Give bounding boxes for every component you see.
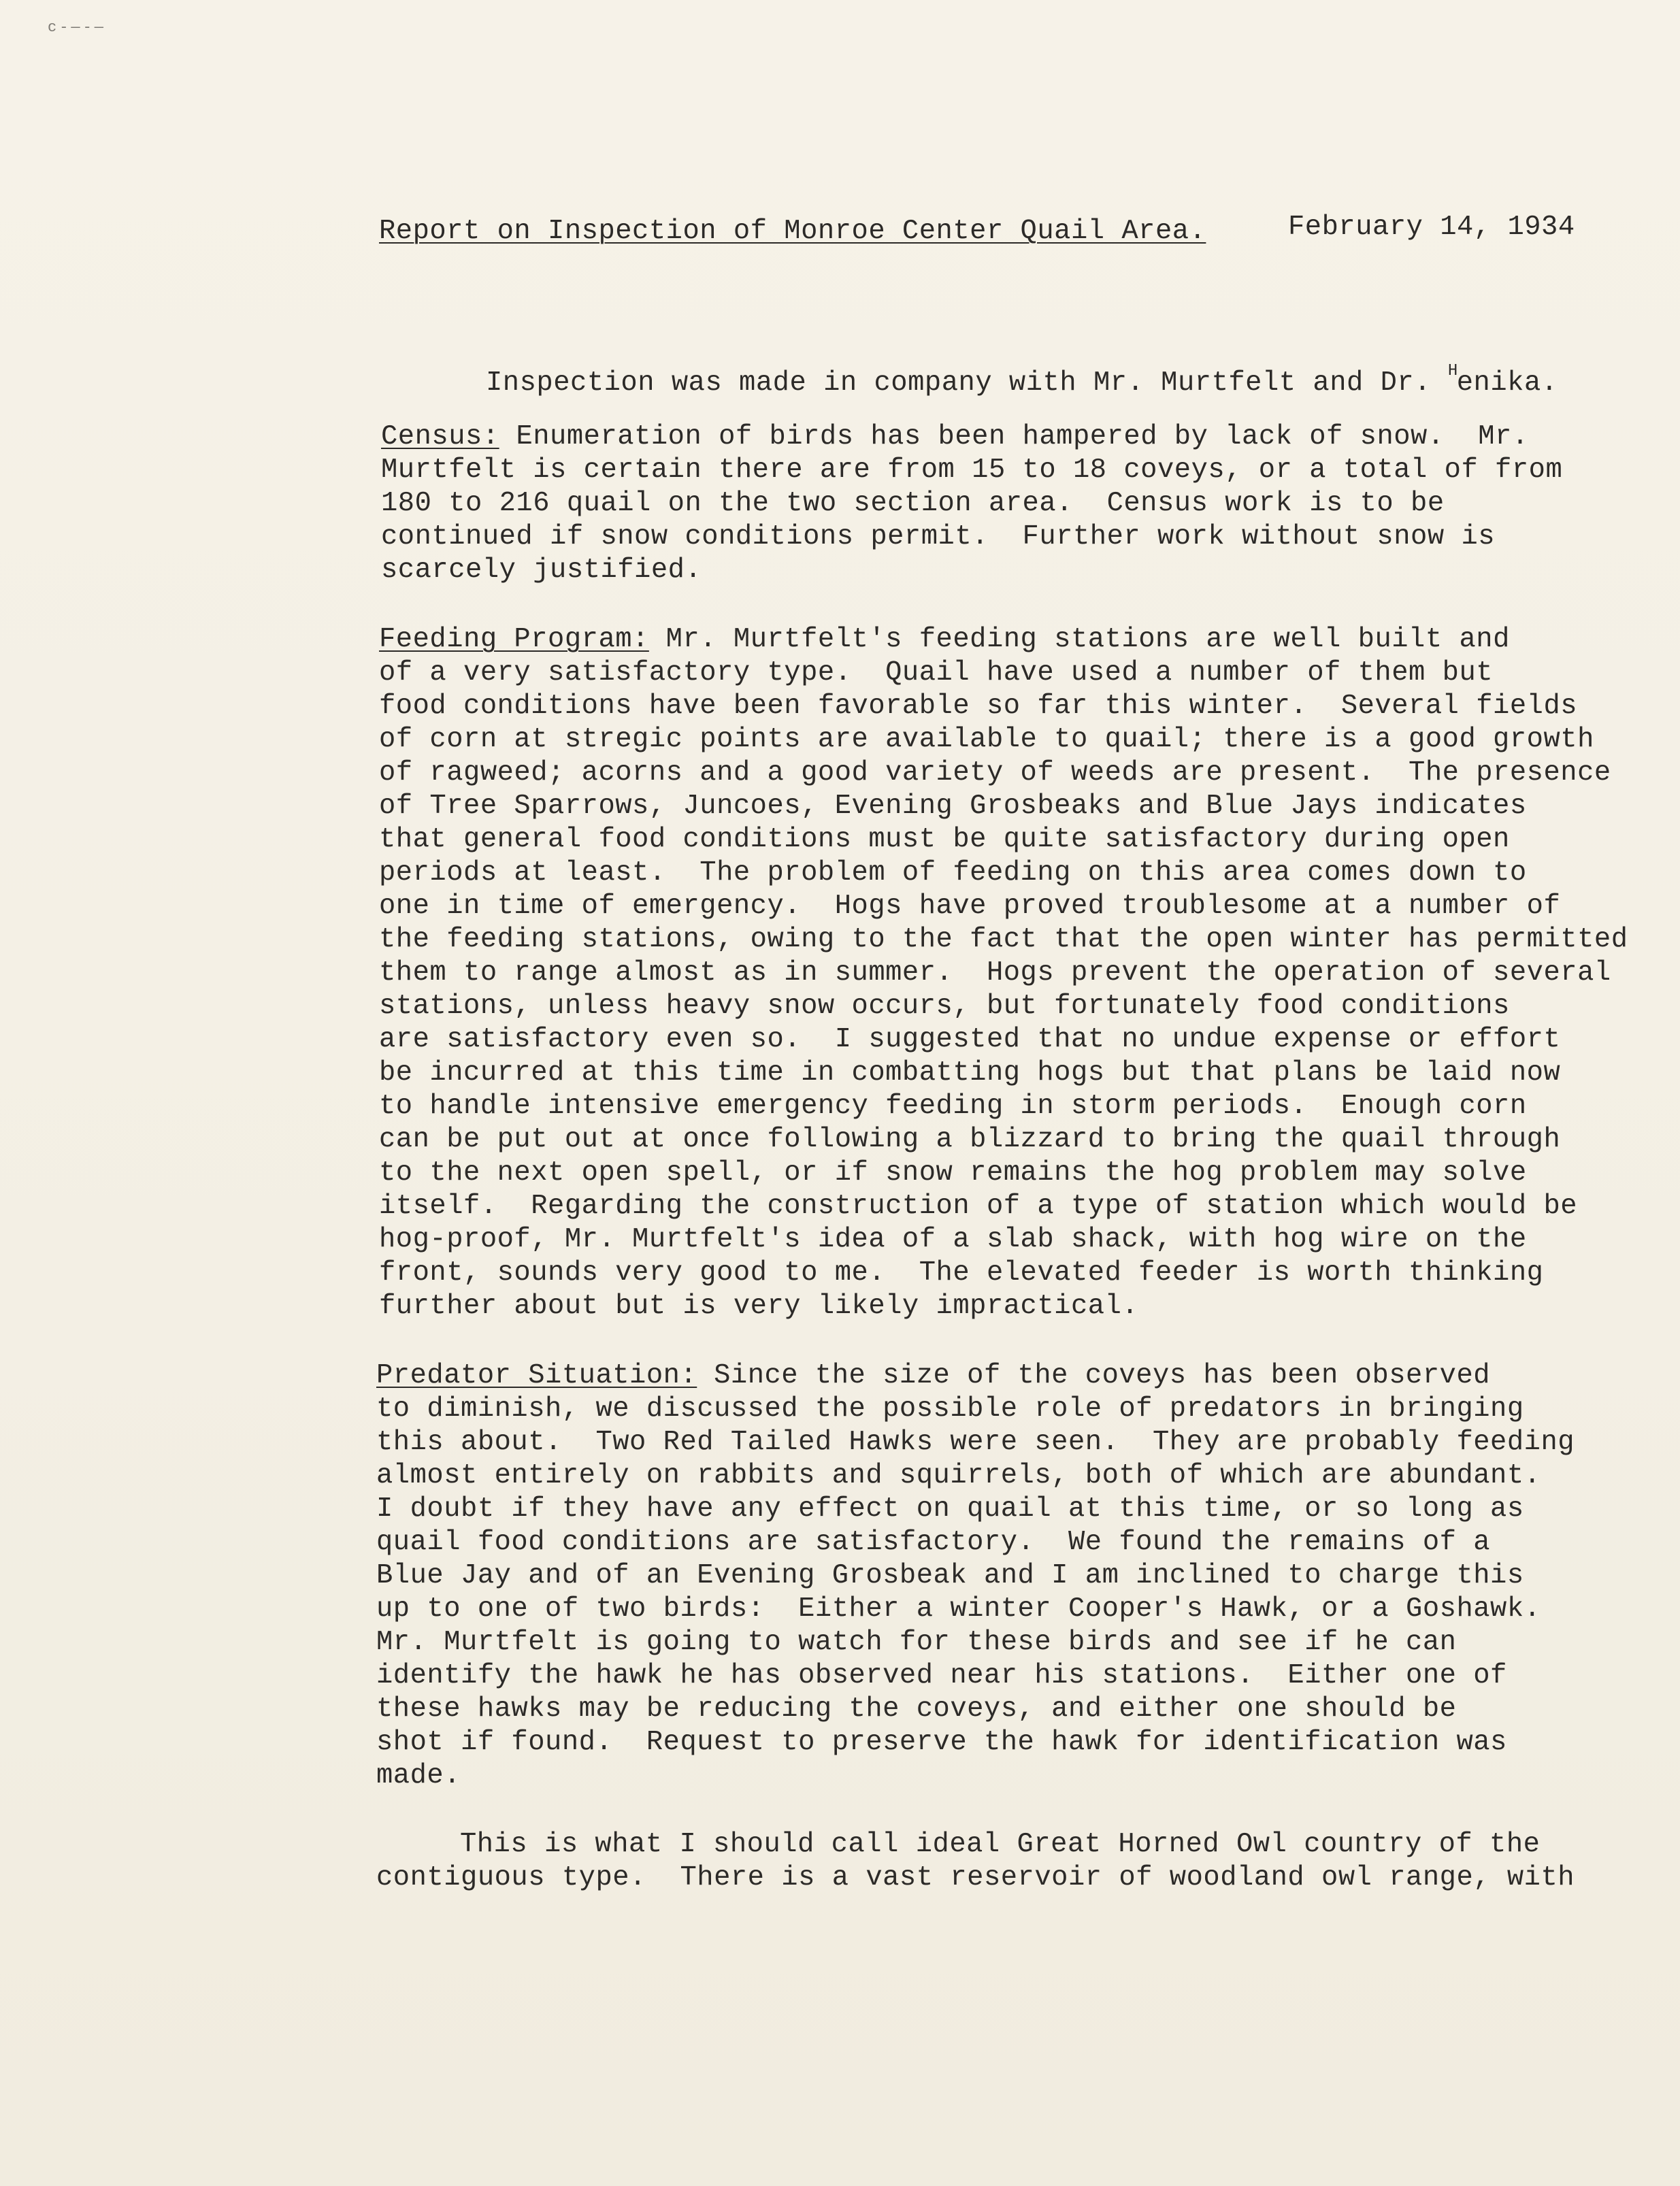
report-title: Report on Inspection of Monroe Center Quail Area. <box>379 216 1206 247</box>
census-line-1 <box>381 420 1529 453</box>
feeding-line: food conditions have been favorable so far this winter. Several fields <box>379 691 1578 722</box>
predator-line: this about. Two Red Tailed Hawks were seen. They are probably feeding <box>376 1427 1575 1458</box>
predator-line: Mr. Murtfelt is going to watch for these birds and see if he can <box>376 1627 1457 1658</box>
feeding-line: hog-proof, Mr. Murtfelt's idea of a slab shack, with hog wire on the <box>379 1224 1527 1255</box>
feeding-line: of corn at stregic points are available to quail; there is a good growth <box>379 724 1594 755</box>
feeding-line: to the next open spell, or if snow remains the hog problem may solve <box>379 1157 1527 1189</box>
census-line: continued if snow conditions permit. Further work without snow is <box>381 521 1496 552</box>
feeding-line: to handle intensive emergency feeding in storm periods. Enough corn <box>379 1091 1527 1122</box>
intro-text-post: enika. <box>1456 367 1558 399</box>
feeding-heading: Feeding Program: <box>379 624 649 655</box>
census-line: scarcely justified. <box>381 554 702 586</box>
feeding-line: be incurred at this time in combatting hogs but that plans be laid now <box>379 1057 1561 1089</box>
intro-superscript: H <box>1447 362 1458 380</box>
predator-line: shot if found. Request to preserve the hawk for identification was <box>376 1727 1507 1758</box>
feeding-line: stations, unless heavy snow occurs, but fortunately food conditions <box>379 991 1510 1022</box>
intro-paragraph <box>486 355 1558 399</box>
feeding-line: one in time of emergency. Hogs have proved troublesome at a number of <box>379 891 1561 922</box>
intro-text-pre: Inspection was made in company with Mr. Murtfelt and Dr. <box>486 367 1448 399</box>
feeding-line: further about but is very likely impractical. <box>379 1291 1139 1322</box>
predator-line: up to one of two birds: Either a winter Cooper's Hawk, or a Goshawk. <box>376 1593 1541 1625</box>
census-text: Enumeration of birds has been hampered by lack of snow. Mr. <box>499 421 1529 452</box>
report-date: February 14, 1934 <box>1288 212 1575 243</box>
feeding-line: of Tree Sparrows, Juncoes, Evening Grosbeaks and Blue Jays indicates <box>379 791 1527 822</box>
census-line: Murtfelt is certain there are from 15 to 18 coveys, or a total of from <box>381 454 1563 486</box>
feeding-line: of ragweed; acorns and a good variety of weeds are present. The presence <box>379 757 1611 789</box>
feeding-line: front, sounds very good to me. The elevated feeder is worth thinking <box>379 1257 1544 1289</box>
feeding-line: that general food conditions must be quite satisfactory during open <box>379 824 1510 855</box>
census-heading: Census: <box>381 421 499 452</box>
feeding-line: can be put out at once following a blizzard to bring the quail through <box>379 1124 1561 1155</box>
predator-line-1 <box>376 1359 1490 1392</box>
predator-text: Since the size of the coveys has been observed <box>697 1360 1491 1391</box>
feeding-line: itself. Regarding the construction of a type of station which would be <box>379 1191 1578 1222</box>
feeding-line: are satisfactory even so. I suggested that no undue expense or effort <box>379 1024 1561 1055</box>
feeding-line: periods at least. The problem of feeding on this area comes down to <box>379 857 1527 889</box>
feeding-line: of a very satisfactory type. Quail have used a number of them but <box>379 657 1494 689</box>
predator-line: I doubt if they have any effect on quail at this time, or so long as <box>376 1493 1524 1525</box>
feeding-line-1 <box>379 623 1510 656</box>
closing-line: This is what I should call ideal Great Horned Owl country of the <box>460 1829 1541 1860</box>
predator-line: made. <box>376 1760 461 1791</box>
closing-line: contiguous type. There is a vast reservoir of woodland owl range, with <box>376 1862 1575 1893</box>
predator-heading: Predator Situation: <box>376 1360 697 1391</box>
predator-line: these hawks may be reducing the coveys, and either one should be <box>376 1693 1457 1725</box>
predator-line: quail food conditions are satisfactory. We found the remains of a <box>376 1527 1491 1558</box>
feeding-text: Mr. Murtfelt's feeding stations are well built and <box>648 624 1510 655</box>
predator-line: identify the hawk he has observed near his stations. Either one of <box>376 1660 1507 1691</box>
census-line: 180 to 216 quail on the two section area. Census work is to be <box>381 488 1445 519</box>
feeding-line: the feeding stations, owing to the fact that the open winter has permitted <box>379 924 1628 955</box>
predator-line: Blue Jay and of an Evening Grosbeak and I am inclined to charge this <box>376 1560 1524 1591</box>
predator-line: almost entirely on rabbits and squirrels, both of which are abundant. <box>376 1460 1541 1491</box>
feeding-line: them to range almost as in summer. Hogs prevent the operation of several <box>379 957 1611 989</box>
predator-line: to diminish, we discussed the possible role of predators in bringing <box>376 1393 1524 1425</box>
corner-mark: c-—-— <box>48 19 107 36</box>
